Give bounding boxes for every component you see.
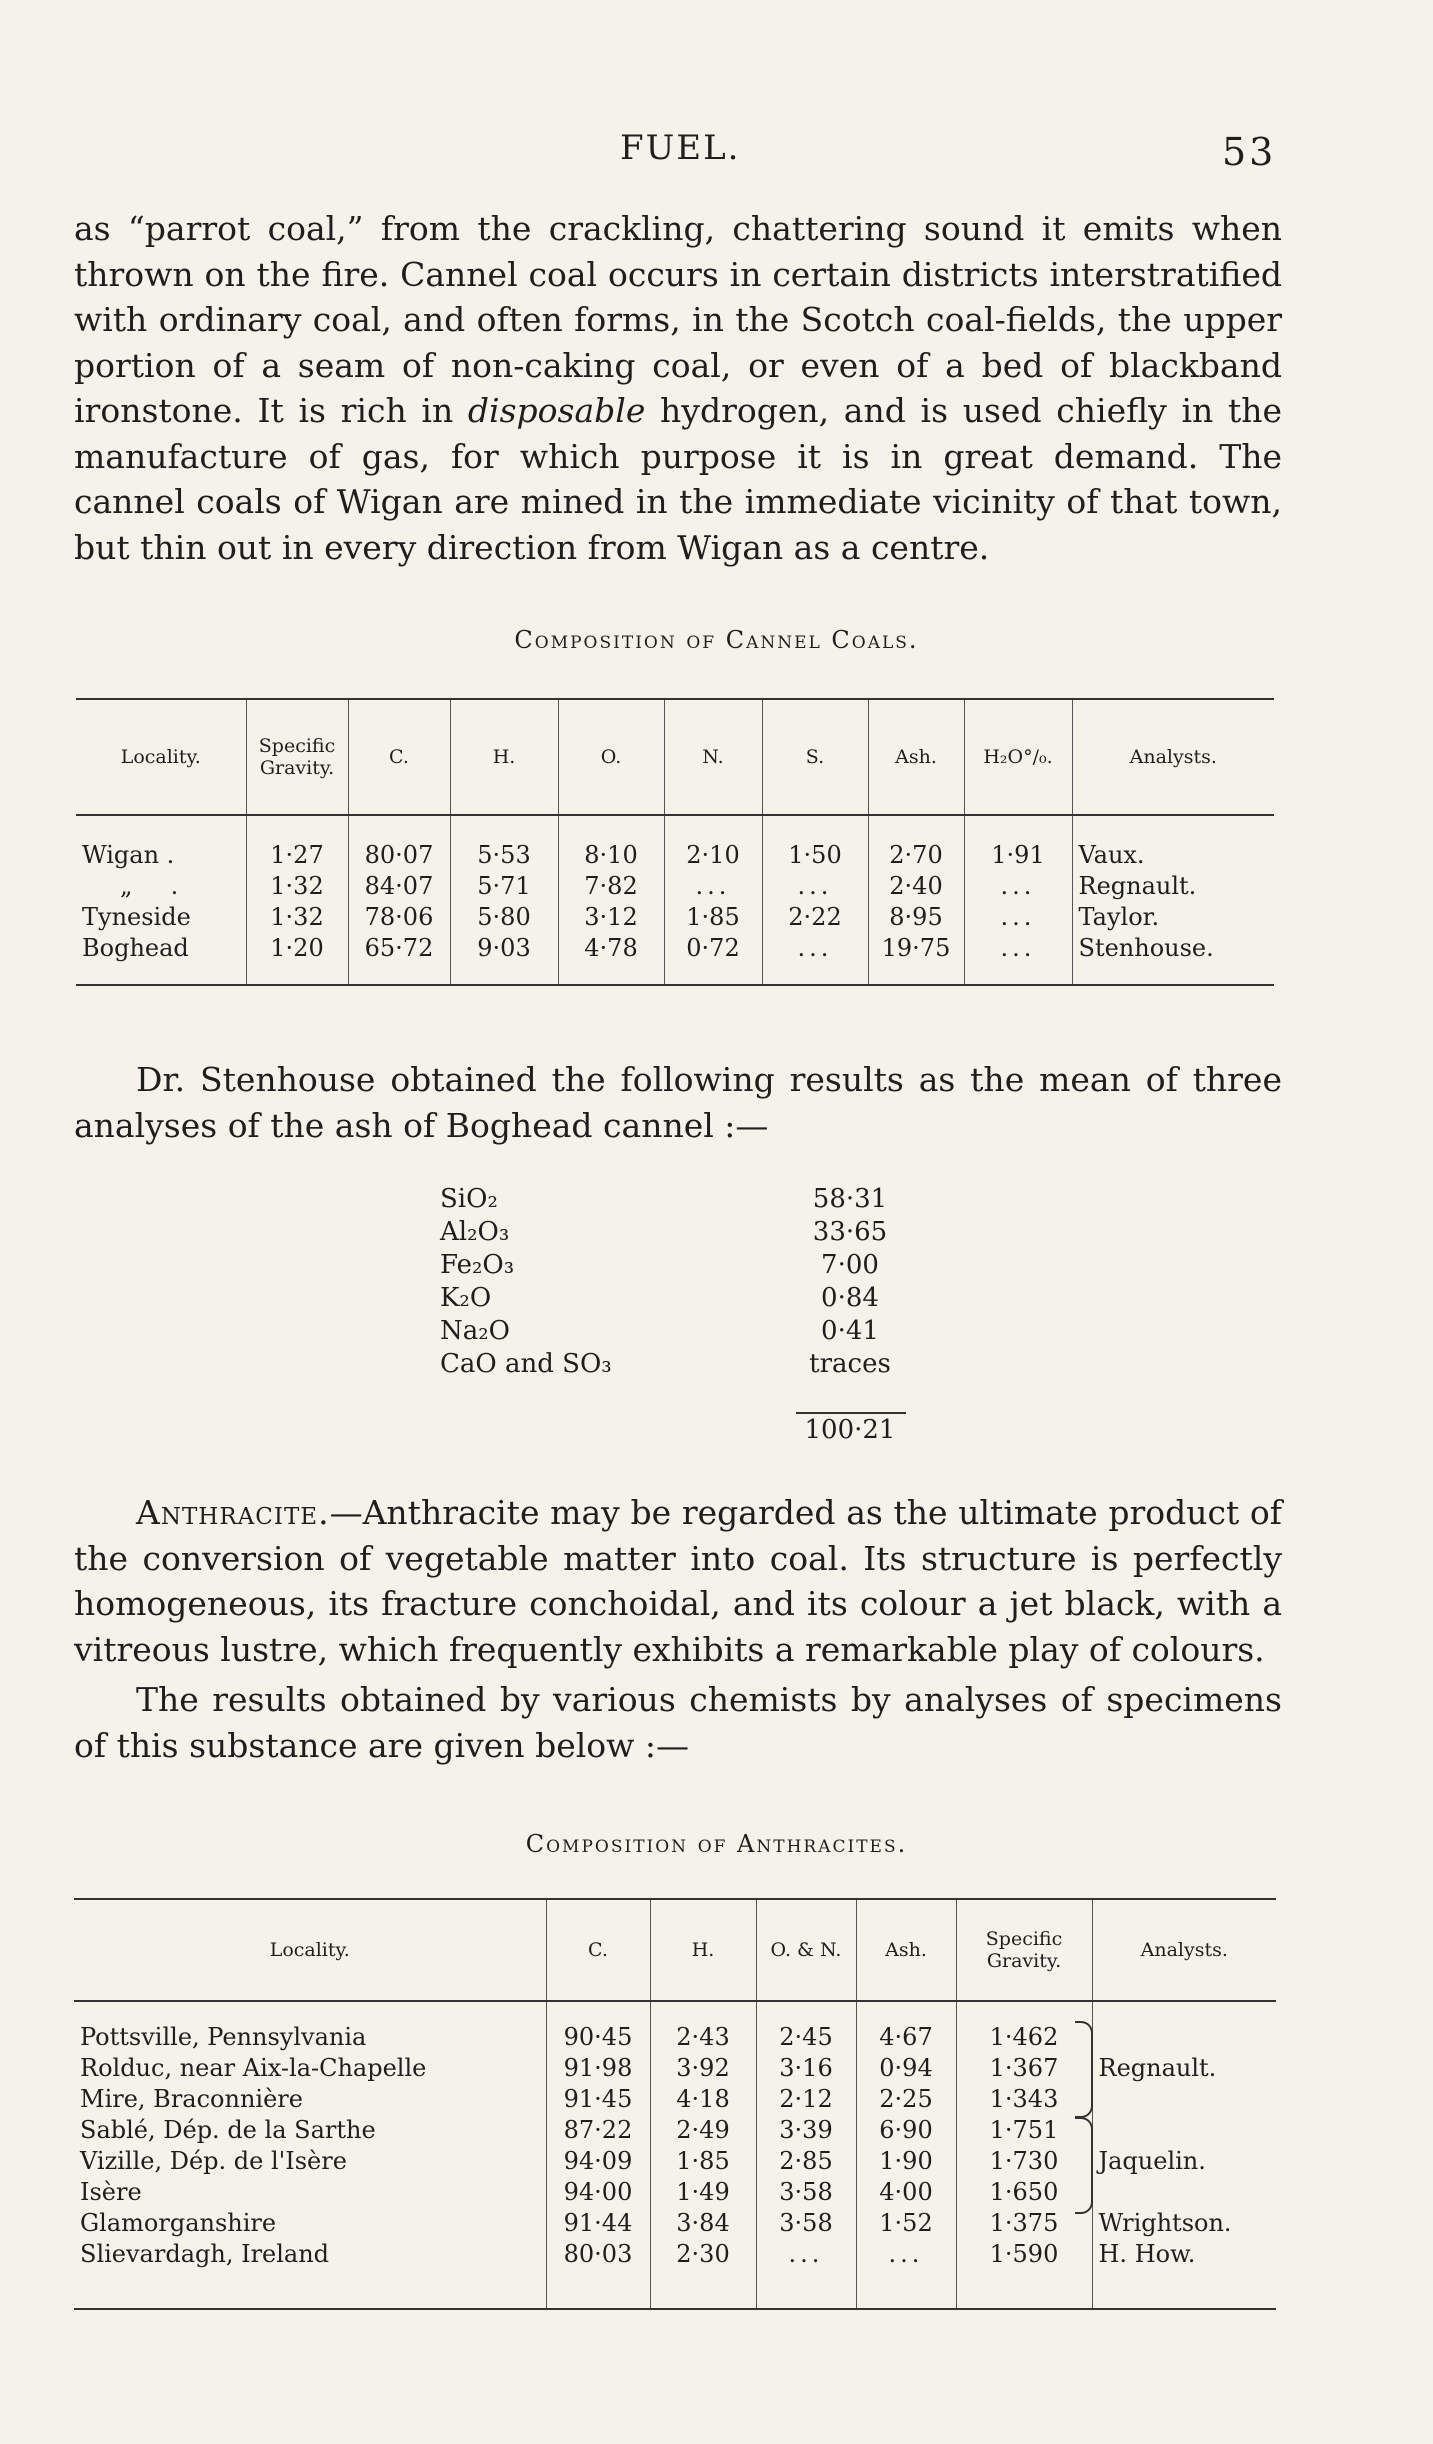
ash-value: 33·65 (812, 1217, 888, 1247)
table-row (76, 902, 1274, 933)
cell-value: 1·32 (246, 902, 348, 933)
cell-value: 2·25 (856, 2084, 956, 2115)
col-locality: Locality. (76, 699, 246, 815)
cell-value: 5·71 (450, 871, 558, 902)
cell-value: 8·95 (868, 902, 964, 933)
cell-value: 78·06 (348, 902, 450, 933)
cell-value: 91·45 (546, 2084, 650, 2115)
cell-value: 84·07 (348, 871, 450, 902)
cell-value: 1·50 (762, 815, 868, 871)
cell-value: 2·85 (756, 2146, 856, 2177)
cell-locality: Tyneside (82, 903, 191, 931)
table-row (74, 2239, 1276, 2309)
cell-value: 1·20 (246, 933, 348, 985)
cell-value: 3·92 (650, 2053, 756, 2084)
cell-value: 2·30 (650, 2239, 756, 2309)
cell-analyst: Vaux. (1072, 815, 1274, 871)
cell-value: 3·58 (756, 2177, 856, 2208)
cell-value: 3·12 (558, 902, 664, 933)
section-lead: Anthracite. (136, 1493, 330, 1532)
table-header-row (76, 699, 1274, 815)
col-hydrogen: H. (650, 1899, 756, 2001)
cell-value: ... (762, 933, 868, 985)
col-sulphur: S. (762, 699, 868, 815)
cell-locality: Vizille, Dép. de l'Isère (80, 2147, 347, 2175)
col-nitrogen: N. (664, 699, 762, 815)
cell-value: 1·90 (856, 2146, 956, 2177)
cell-value: 1·343 (956, 2084, 1092, 2115)
cell-analyst: Regnault. (1092, 2001, 1276, 2115)
cell-locality: Mire, Braconnière (80, 2085, 303, 2113)
table-row (74, 2208, 1276, 2239)
ash-value: 0·41 (821, 1316, 879, 1346)
table-caption-cannel: Composition of Cannel Coals. (514, 626, 919, 654)
list-item (440, 1348, 920, 1381)
ash-compound: Na₂O (440, 1316, 510, 1346)
cell-value: 91·98 (546, 2053, 650, 2084)
ash-compound: Al₂O₃ (440, 1217, 510, 1247)
cell-value: 65·72 (348, 933, 450, 985)
col-ash: Ash. (868, 699, 964, 815)
cell-value: 94·09 (546, 2146, 650, 2177)
cell-value: 1·32 (246, 871, 348, 902)
total-rule (796, 1412, 906, 1414)
cell-value: 4·78 (558, 933, 664, 985)
cell-value: 1·27 (246, 815, 348, 871)
cell-value: 8·10 (558, 815, 664, 871)
col-oxygen-nitrogen: O. & N. (756, 1899, 856, 2001)
ash-value: 7·00 (821, 1250, 879, 1280)
cell-analyst: Regnault. (1072, 871, 1274, 902)
list-item (440, 1282, 920, 1315)
cell-locality: Slievardagh, Ireland (80, 2240, 330, 2268)
cell-value: 2·70 (868, 815, 964, 871)
cell-locality: Boghead (82, 934, 189, 962)
cell-value: 4·18 (650, 2084, 756, 2115)
cell-locality: Wigan . (82, 841, 175, 869)
ash-compound: SiO₂ (440, 1184, 498, 1214)
page-header (0, 128, 1433, 178)
cell-value: 80·07 (348, 815, 450, 871)
cell-value: 3·16 (756, 2053, 856, 2084)
cell-locality: Rolduc, near Aix-la-Chapelle (80, 2054, 427, 2082)
cell-value: ... (664, 871, 762, 902)
cell-value: 2·12 (756, 2084, 856, 2115)
cell-value: 0·94 (856, 2053, 956, 2084)
cell-locality: Glamorganshire (80, 2209, 277, 2237)
cell-value: 4·67 (856, 2001, 956, 2053)
col-specific-gravity: Specific Gravity. (956, 1899, 1092, 2001)
cell-analyst: Taylor. (1072, 902, 1274, 933)
cell-value: 1·462 (956, 2001, 1092, 2053)
paragraph-text: as “parrot coal,” from the crackling, chattering sound it emits when thrown on the fire. Cannel coal occurs in certain districts interstratified with ordinary coal, and often forms, in the Scotch coal-fields, the upper portion of a seam of non-caking coal, or even of a bed of blackband ironstone. It is rich in (74, 209, 1282, 430)
cell-value: 2·45 (756, 2001, 856, 2053)
ash-analysis-list (440, 1183, 920, 1381)
cell-value: 1·367 (956, 2053, 1092, 2084)
cell-value: 1·52 (856, 2208, 956, 2239)
cell-locality: Isère (80, 2178, 142, 2206)
list-item (440, 1249, 920, 1282)
cell-value: 90·45 (546, 2001, 650, 2053)
col-locality: Locality. (74, 1899, 546, 2001)
list-item (440, 1315, 920, 1348)
cell-value: 19·75 (868, 933, 964, 985)
cell-value: 2·43 (650, 2001, 756, 2053)
cell-value: 87·22 (546, 2115, 650, 2146)
paragraph-stenhouse: Dr. Stenhouse obtained the following results as the mean of three analyses of the ash of Boghead cannel :— (74, 1060, 1282, 1145)
paragraph-cannel-coal (74, 206, 1282, 570)
page-number: 53 (1222, 130, 1277, 174)
table-header-row (74, 1899, 1276, 2001)
cell-value: 4·00 (856, 2177, 956, 2208)
cell-analyst: H. How. (1092, 2239, 1276, 2309)
cell-analyst: Stenhouse. (1072, 933, 1274, 985)
italic-emphasis: disposable (467, 391, 646, 430)
cell-locality: Pottsville, Pennsylvania (80, 2023, 367, 2051)
col-water: H₂O°/₀. (964, 699, 1072, 815)
cell-value: 80·03 (546, 2239, 650, 2309)
cell-value: 2·40 (868, 871, 964, 902)
ash-value: 58·31 (812, 1184, 888, 1214)
cell-value: 1·730 (956, 2146, 1092, 2177)
cell-value: 0·72 (664, 933, 762, 985)
cell-value: 1·650 (956, 2177, 1092, 2208)
cell-analyst: Wrightson. (1092, 2208, 1276, 2239)
cell-value: 1·85 (650, 2146, 756, 2177)
col-ash: Ash. (856, 1899, 956, 2001)
col-analysts: Analysts. (1072, 699, 1274, 815)
cell-value: 2·49 (650, 2115, 756, 2146)
cell-value: 1·49 (650, 2177, 756, 2208)
cell-value: 3·58 (756, 2208, 856, 2239)
cell-value: 2·22 (762, 902, 868, 933)
table-row (76, 815, 1274, 871)
cell-value: 7·82 (558, 871, 664, 902)
paragraph-anthracite (74, 1490, 1282, 1672)
col-hydrogen: H. (450, 699, 558, 815)
cell-value: 2·10 (664, 815, 762, 871)
cell-value: 3·84 (650, 2208, 756, 2239)
cell-value: ... (964, 871, 1072, 902)
cell-value: 1·85 (664, 902, 762, 933)
cell-value: 3·39 (756, 2115, 856, 2146)
cell-value: 91·44 (546, 2208, 650, 2239)
cell-value: ... (762, 871, 868, 902)
cell-locality: „ . (120, 872, 179, 900)
col-oxygen: O. (558, 699, 664, 815)
cell-value: 9·03 (450, 933, 558, 985)
col-carbon: C. (546, 1899, 650, 2001)
cell-locality: Sablé, Dép. de la Sarthe (80, 2116, 376, 2144)
cell-value: 1·751 (956, 2115, 1092, 2146)
cell-value: 1·590 (956, 2239, 1092, 2309)
paragraph-text: —Anthracite may be regarded as the ultimate product of the conversion of vegetable matter into coal. Its structure is perfectly homogeneous, its fracture conchoidal, and its colour a jet black, with a vitreous lustre, which frequently exhibits a remarkable play of colours. (74, 1493, 1282, 1669)
table-row (74, 2001, 1276, 2053)
cell-analyst: Jaquelin. (1092, 2115, 1276, 2208)
list-item (440, 1216, 920, 1249)
ash-value: 0·84 (821, 1283, 879, 1313)
col-specific-gravity: Specific Gravity. (246, 699, 348, 815)
cell-value: 6·90 (856, 2115, 956, 2146)
col-carbon: C. (348, 699, 450, 815)
ash-compound: CaO and SO₃ (440, 1349, 612, 1379)
table-caption-anthracite: Composition of Anthracites. (525, 1830, 908, 1858)
cannel-coal-table (76, 698, 1274, 986)
col-analysts: Analysts. (1092, 1899, 1276, 2001)
cell-value: ... (756, 2239, 856, 2309)
brace-regnault (1075, 2021, 1093, 2118)
cell-value: ... (964, 902, 1072, 933)
cell-value: ... (856, 2239, 956, 2309)
table-row (76, 933, 1274, 985)
table-row (76, 871, 1274, 902)
running-title: FUEL. (620, 128, 741, 168)
brace-jaquelin (1075, 2117, 1093, 2214)
cell-value: 94·00 (546, 2177, 650, 2208)
paragraph-text-cont: hydrogen, and is used chiefly in the manufacture of gas, for which purpose it is in great demand. The cannel coals of Wigan are mined in the immediate vicinity of that town, but thin out in every direction from Wigan as a centre. (74, 391, 1282, 567)
ash-total-value: 100·21 (804, 1415, 896, 1445)
cell-value: 5·80 (450, 902, 558, 933)
paragraph-results: The results obtained by various chemists by analyses of specimens of this substance are given below :— (74, 1680, 1282, 1765)
ash-value: traces (809, 1349, 891, 1379)
anthracite-table (74, 1898, 1276, 2310)
cell-value: 1·91 (964, 815, 1072, 871)
list-item (440, 1183, 920, 1216)
cell-value: 1·375 (956, 2208, 1092, 2239)
ash-compound: Fe₂O₃ (440, 1250, 515, 1280)
table-row (74, 2115, 1276, 2146)
cell-value: ... (964, 933, 1072, 985)
ash-total (440, 1412, 920, 1452)
cell-value: 5·53 (450, 815, 558, 871)
ash-compound: K₂O (440, 1283, 492, 1313)
